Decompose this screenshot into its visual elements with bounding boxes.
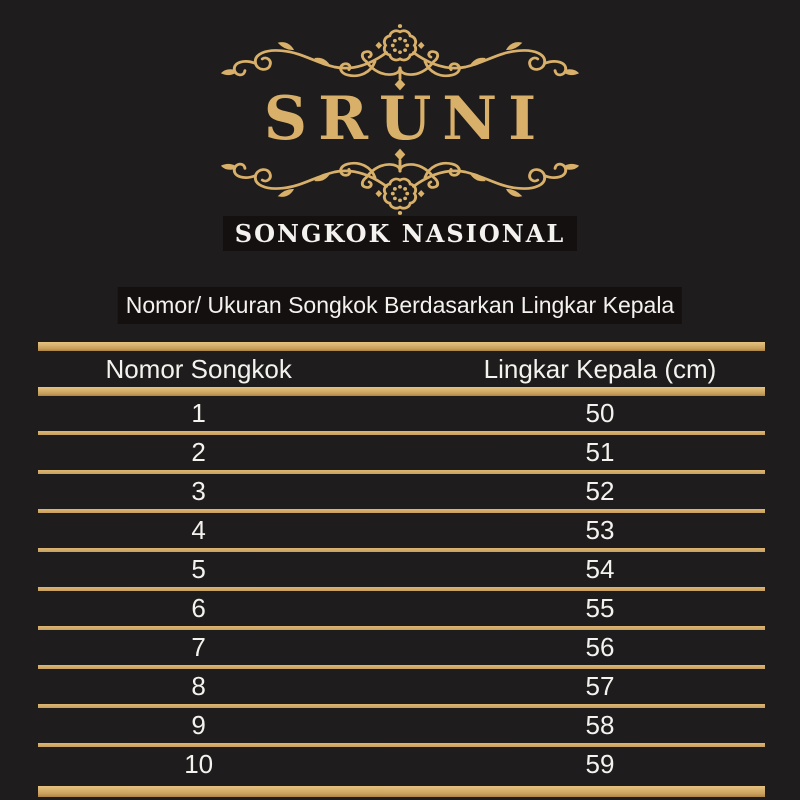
table-row	[38, 552, 765, 587]
cell-lingkar-kepala: 56	[585, 632, 615, 662]
column-header-lingkar: Lingkar Kepala (cm)	[483, 354, 717, 384]
table-row	[38, 747, 765, 782]
cell-lingkar-kepala: 51	[585, 437, 615, 467]
cell-nomor-songkok: 6	[191, 593, 206, 623]
cell-nomor-songkok: 4	[191, 515, 206, 545]
table-row	[38, 513, 765, 548]
cell-lingkar-kepala: 59	[585, 749, 615, 779]
table-header-row	[38, 351, 765, 387]
table-header-rule	[38, 387, 765, 396]
table-row	[38, 591, 765, 626]
table-row	[38, 396, 765, 431]
table-row	[38, 474, 765, 509]
cell-nomor-songkok: 8	[191, 671, 206, 701]
table-top-rule	[38, 342, 765, 351]
cell-lingkar-kepala: 53	[585, 515, 615, 545]
table-row	[38, 708, 765, 743]
cell-lingkar-kepala: 55	[585, 593, 615, 623]
brand-header	[0, 0, 800, 251]
table-row	[38, 630, 765, 665]
cell-lingkar-kepala: 57	[585, 671, 615, 701]
cell-lingkar-kepala: 54	[585, 554, 615, 584]
cell-nomor-songkok: 5	[191, 554, 206, 584]
size-table-body	[38, 396, 765, 782]
cell-nomor-songkok: 1	[191, 398, 206, 428]
brand-name: SRUNI	[263, 84, 548, 154]
column-header-nomor: Nomor Songkok	[105, 354, 292, 384]
cell-nomor-songkok: 2	[191, 437, 206, 467]
cell-lingkar-kepala: 58	[585, 710, 615, 740]
table-bottom-rule	[38, 786, 765, 797]
cell-nomor-songkok: 10	[184, 749, 214, 779]
cell-nomor-songkok: 7	[191, 632, 206, 662]
cell-nomor-songkok: 3	[191, 476, 206, 506]
cell-lingkar-kepala: 50	[585, 398, 615, 428]
brand-tagline: SONGKOK NASIONAL	[223, 216, 577, 251]
table-row	[38, 435, 765, 470]
cell-lingkar-kepala: 52	[585, 476, 615, 506]
table-title: Nomor/ Ukuran Songkok Berdasarkan Lingkar Kepala	[118, 287, 682, 324]
cell-nomor-songkok: 9	[191, 710, 206, 740]
floral-flourish-ornament-mirrored-icon	[217, 145, 583, 217]
table-row	[38, 669, 765, 704]
size-table	[38, 342, 765, 797]
